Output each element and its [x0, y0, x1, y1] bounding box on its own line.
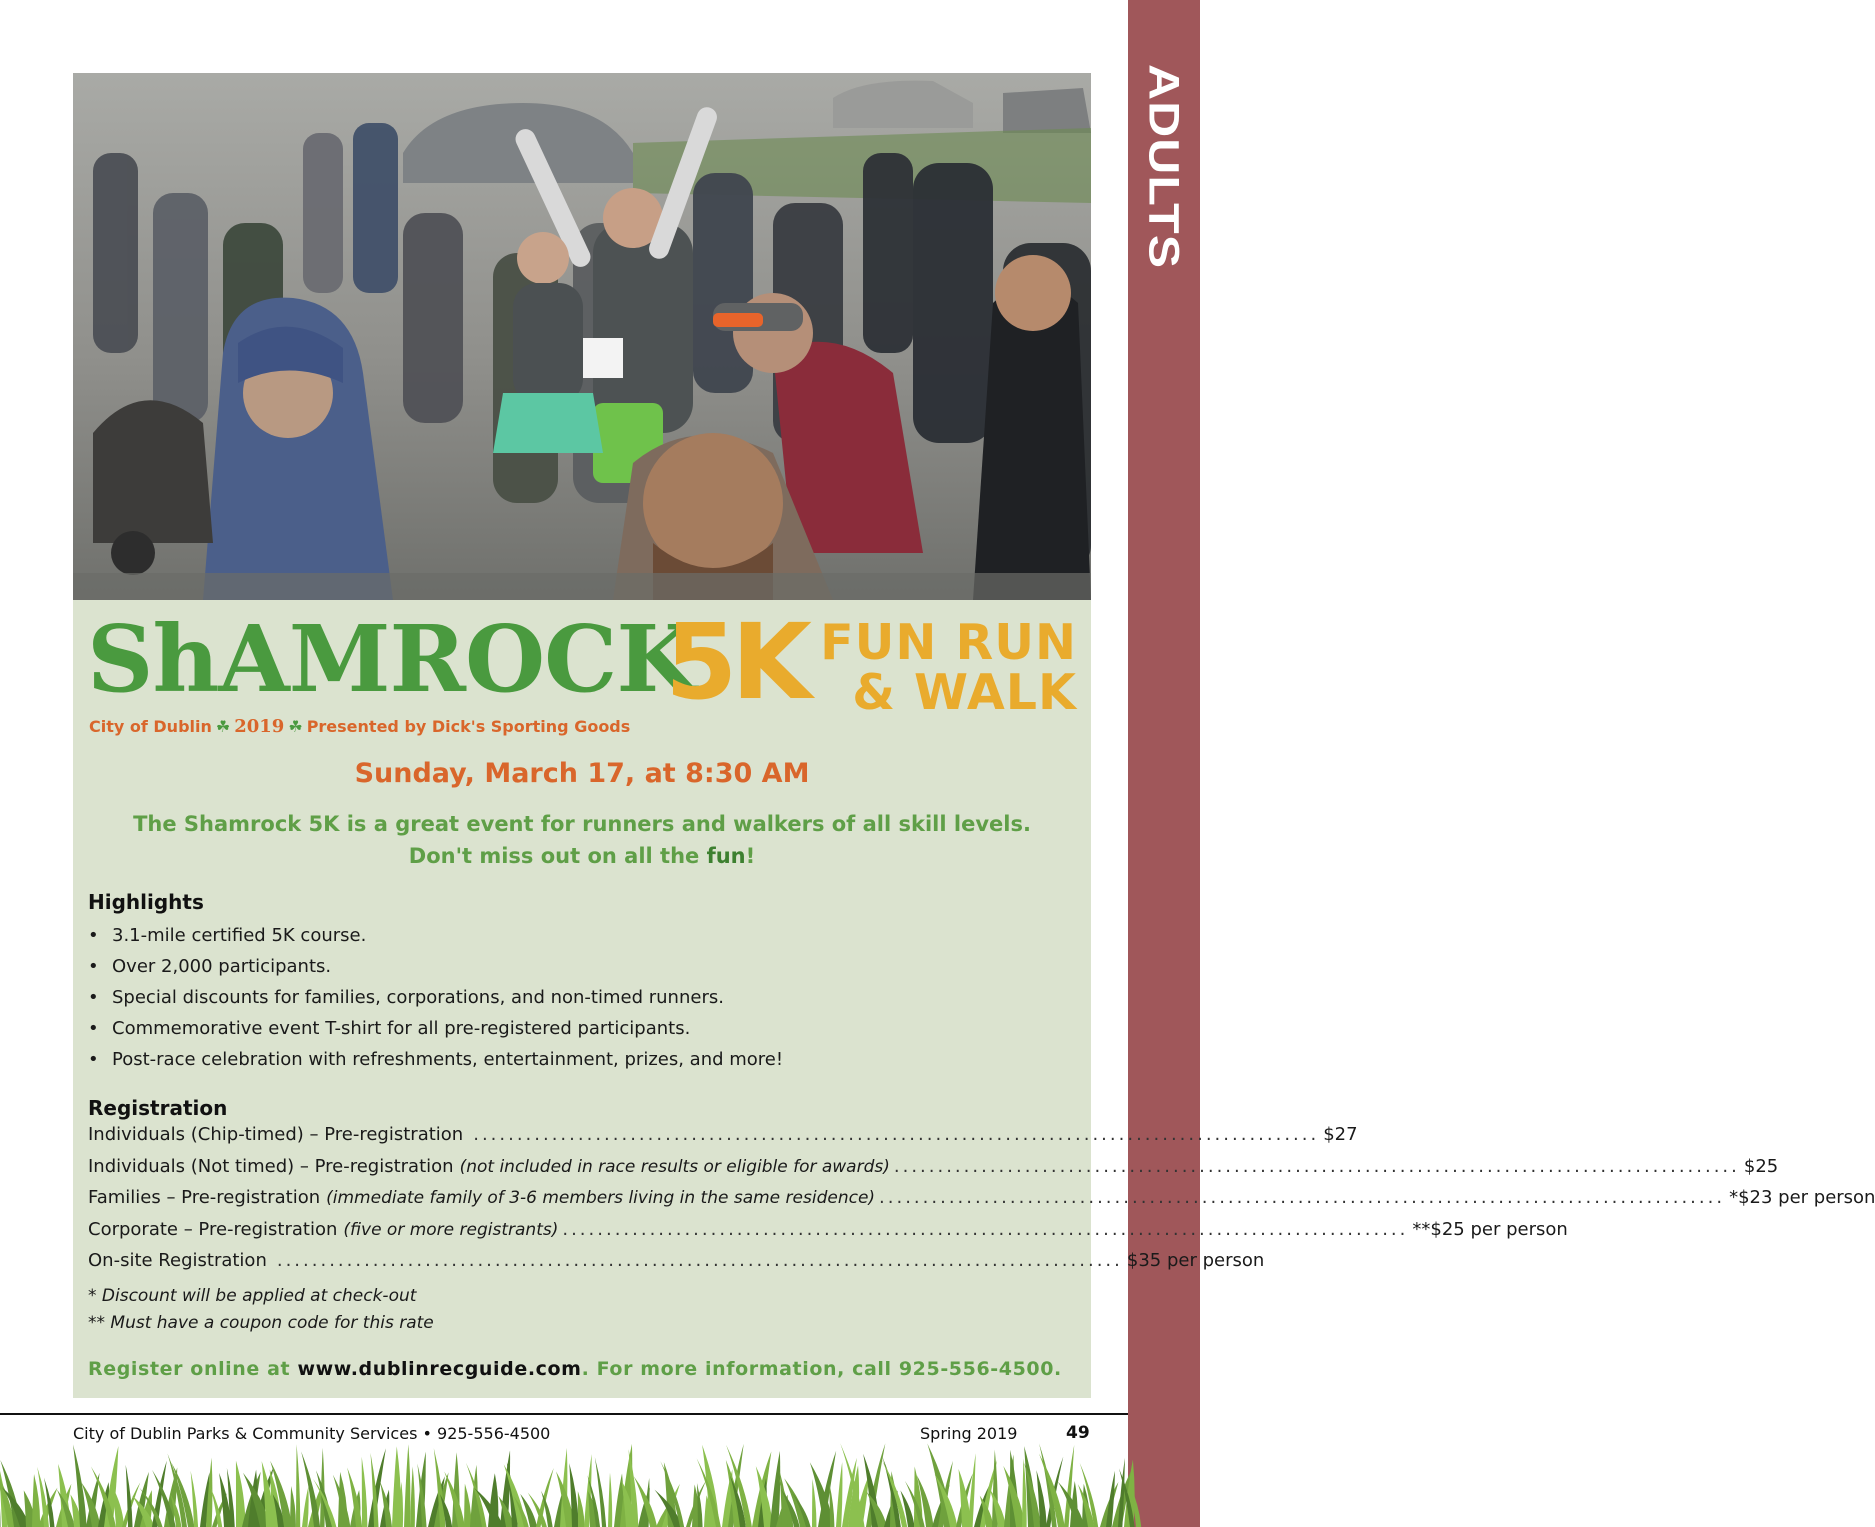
dot-leader: ................................................................................................. [879, 1187, 1726, 1208]
subtitle-year: 2019 [234, 716, 285, 737]
grass-blade [1118, 1458, 1125, 1527]
dot-leader: ................................................................................................. [562, 1218, 1409, 1240]
price-row-label: Individuals (Not timed) – Pre-registration [88, 1155, 454, 1177]
event-intro [73, 808, 1091, 872]
registration-price-list [88, 1124, 1875, 1282]
intro-fun-word: fun [706, 844, 746, 868]
price-row [88, 1187, 1875, 1219]
grass-blade [1106, 1471, 1115, 1527]
footer-organization: City of Dublin Parks & Community Services • 925-556-4500 [73, 1424, 551, 1443]
footnote-discount: * Discount will be applied at check-out [88, 1286, 417, 1306]
price-row-label: Individuals (Chip-timed) – Pre-registration [88, 1124, 464, 1145]
grass-blade [464, 1484, 471, 1527]
runners-photo-illustration [73, 73, 1091, 600]
grass-blade [836, 1462, 842, 1527]
list-item: • Over 2,000 participants. [88, 951, 783, 982]
grass-blade [362, 1457, 368, 1527]
event-date: Sunday, March 17, at 8:30 AM [354, 758, 810, 789]
register-url-link[interactable]: www.dublinrecguide.com [297, 1358, 582, 1380]
price-row [88, 1124, 1358, 1156]
highlights-list [88, 920, 783, 1075]
dot-leader: ................................................................................................. [473, 1124, 1320, 1145]
highlights-heading: Highlights [88, 890, 204, 914]
price-row-price: $35 per person [1126, 1250, 1265, 1271]
price-row [88, 1218, 1568, 1251]
grass-blade [829, 1483, 834, 1527]
event-logo-subtitle [89, 716, 630, 737]
register-suffix: . For more information, call 925-556-4500. [581, 1358, 1062, 1380]
list-item: • 3.1-mile certified 5K course. [88, 920, 783, 951]
price-row-label: Families – Pre-registration [88, 1187, 321, 1208]
price-row-note: (immediate family of 3-6 members living in the same residence) [326, 1188, 876, 1208]
grass-blade [296, 1444, 300, 1527]
intro-line-2 [73, 840, 1091, 872]
register-online-line [88, 1358, 1082, 1380]
footnote-coupon: ** Must have a coupon code for this rate [88, 1313, 434, 1333]
subtitle-presented-by: Presented by Dick's Sporting Goods [306, 717, 631, 736]
dot-leader: ................................................................................................. [276, 1250, 1123, 1271]
price-row-note: (five or more registrants) [343, 1219, 559, 1240]
price-row-price: *$23 per person [1729, 1187, 1875, 1208]
event-logo-fun-run-walk [807, 614, 1077, 721]
price-row-label: Corporate – Pre-registration [88, 1218, 338, 1240]
price-row-price: $27 [1323, 1124, 1358, 1145]
shamrock-icon: ☘ [215, 717, 231, 736]
price-row [88, 1250, 1265, 1282]
grass-blade [968, 1453, 976, 1527]
grass-decoration [0, 1440, 1128, 1527]
grass-blade [578, 1491, 585, 1527]
footer-season: Spring 2019 [920, 1424, 1018, 1443]
event-panel [73, 600, 1875, 1398]
registration-heading: Registration [88, 1096, 228, 1120]
section-tab-label: ADULTS [1140, 64, 1188, 270]
price-row-label: On-site Registration [88, 1250, 267, 1271]
dot-leader: ................................................................................................. [893, 1155, 1740, 1177]
price-row-note: (not included in race results or eligible for awards) [459, 1156, 890, 1177]
grass-blade [290, 1486, 296, 1527]
event-logo-title: ShAMROCK [87, 605, 696, 713]
grass-blade [236, 1461, 245, 1527]
intro-line-1: The Shamrock 5K is a great event for runners and walkers of all skill levels. [133, 812, 1031, 836]
intro-line-2-prefix: Don't miss out on all the [408, 844, 707, 868]
shamrock-icon: ☘ [288, 717, 303, 736]
grass-blade [812, 1479, 816, 1527]
list-item: • Commemorative event T-shirt for all pre-registered participants. [88, 1013, 783, 1044]
price-row-price: $25 [1743, 1155, 1779, 1177]
grass-blade [770, 1451, 780, 1527]
event-logo-fun-run: FUN RUN [820, 614, 1077, 671]
event-photo [73, 73, 1091, 600]
grass-blade [32, 1474, 40, 1527]
grass-blade [410, 1466, 415, 1527]
subtitle-city: City of Dublin [89, 717, 212, 736]
register-prefix: Register online at [88, 1358, 298, 1380]
page-number: 49 [1066, 1423, 1090, 1443]
list-item: • Post-race celebration with refreshments, entertainment, prizes, and more! [88, 1044, 783, 1075]
list-item: • Special discounts for families, corporations, and non-timed runners. [88, 982, 783, 1013]
event-logo-distance: 5K [665, 601, 806, 723]
grass-blade [404, 1444, 410, 1527]
grass-blade [608, 1473, 612, 1527]
grass-blade [302, 1487, 309, 1527]
intro-line-2-suffix: ! [745, 844, 756, 868]
event-logo-walk: & WALK [852, 664, 1077, 721]
price-row [88, 1155, 1779, 1188]
footer-divider [0, 1413, 1128, 1415]
price-row-price: **$25 per person [1412, 1218, 1568, 1240]
